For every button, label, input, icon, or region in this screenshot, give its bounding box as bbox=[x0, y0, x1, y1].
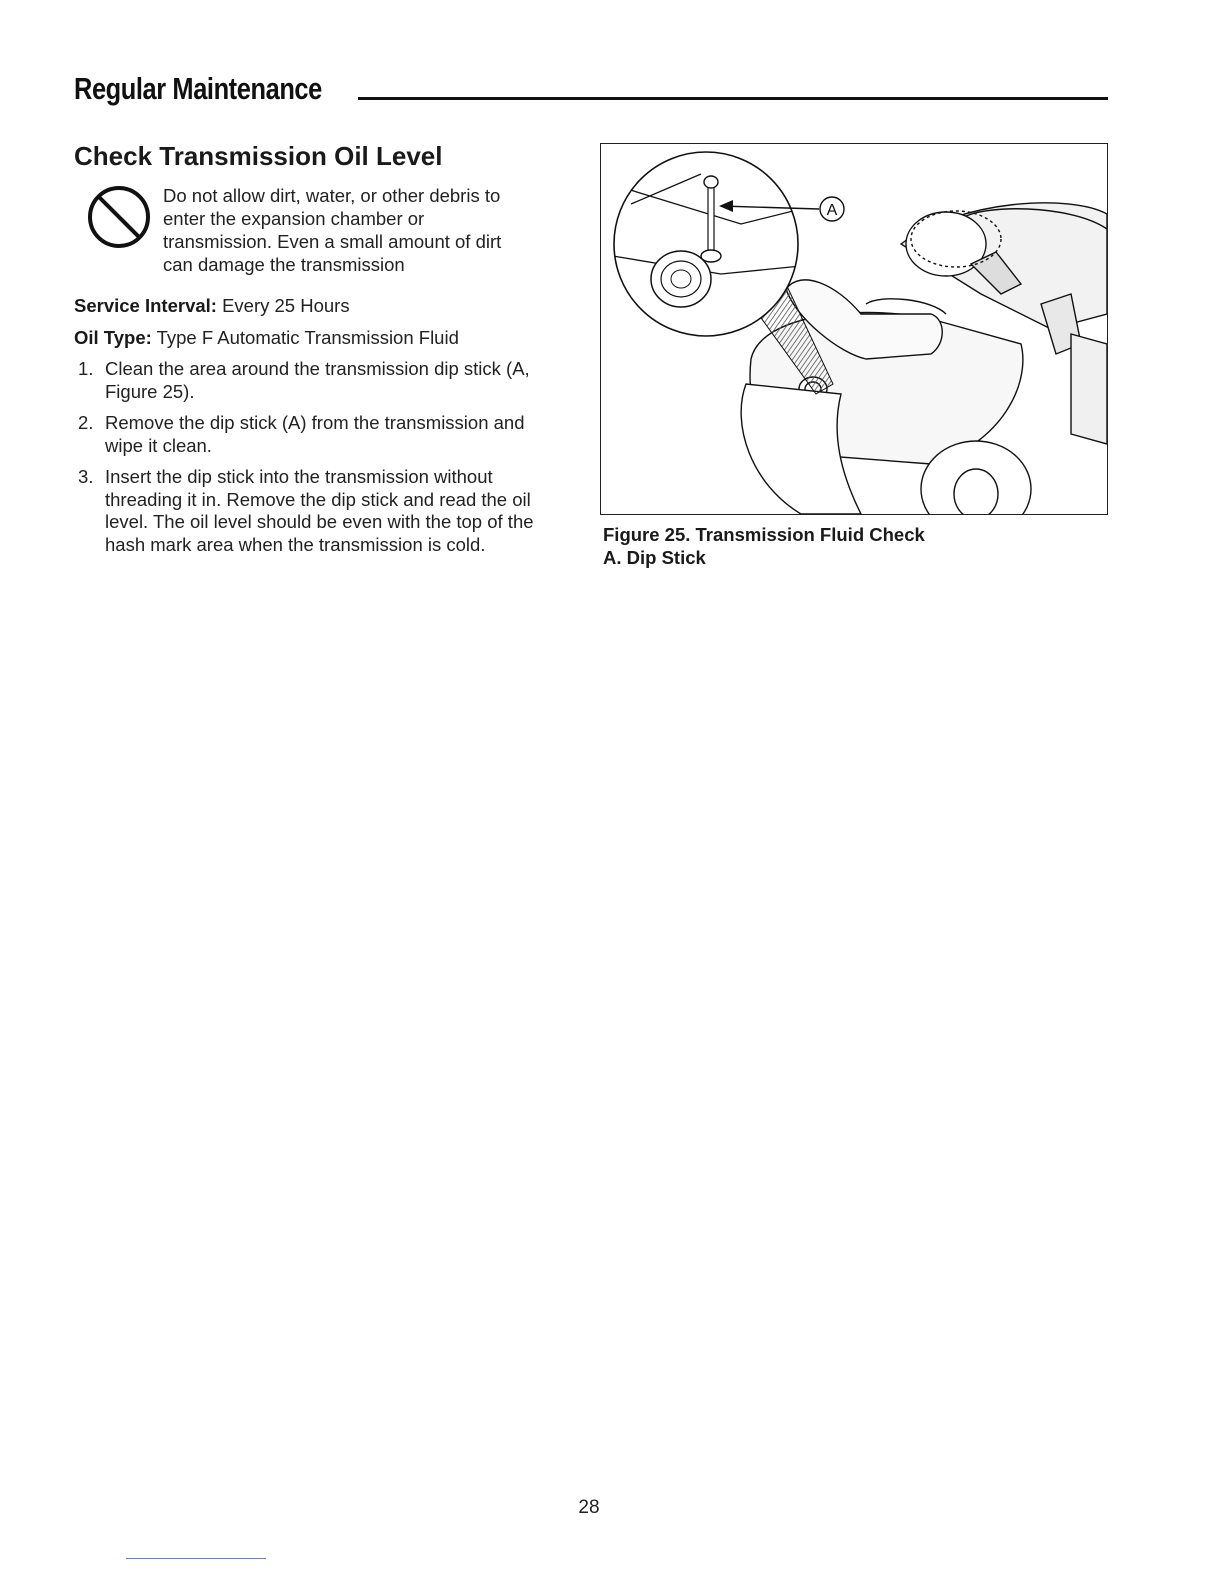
oil-type-label: Oil Type: bbox=[74, 327, 152, 348]
page-number: 28 bbox=[578, 1497, 600, 1518]
figure-caption bbox=[603, 523, 925, 569]
procedure-steps bbox=[74, 358, 574, 565]
section-title: Check Transmission Oil Level bbox=[74, 141, 443, 171]
step-line: Insert the dip stick into the transmission without bbox=[105, 466, 493, 487]
header-title: Regular Maintenance bbox=[74, 71, 322, 106]
service-interval-label: Service Interval: bbox=[74, 295, 217, 316]
warning-line: Do not allow dirt, water, or other debris to bbox=[163, 185, 501, 206]
warning-line: can damage the transmission bbox=[163, 254, 405, 275]
step-line: Remove the dip stick (A) from the transmission and bbox=[105, 412, 525, 433]
step-3 bbox=[74, 466, 574, 556]
prohibition-icon bbox=[86, 184, 152, 250]
oil-type-value: Type F Automatic Transmission Fluid bbox=[156, 327, 459, 348]
callout-a-label: A bbox=[826, 202, 838, 219]
step-line: Clean the area around the transmission dip stick (A, bbox=[105, 358, 530, 379]
step-number: 3. bbox=[78, 466, 94, 487]
step-number: 2. bbox=[78, 412, 94, 433]
step-line: Figure 25). bbox=[105, 380, 195, 402]
warning-line: transmission. Even a small amount of dirt bbox=[163, 231, 502, 252]
figure-caption-title: Figure 25. Transmission Fluid Check bbox=[603, 524, 925, 545]
step-line: threading it in. Remove the dip stick and read the oil bbox=[105, 488, 531, 510]
step-2 bbox=[74, 412, 574, 457]
step-line: hash mark area when the transmission is cold. bbox=[105, 533, 486, 555]
step-line: level. The oil level should be even with the top of the bbox=[105, 511, 534, 532]
header-rule bbox=[358, 97, 1108, 100]
service-interval-value: Every 25 Hours bbox=[222, 295, 350, 316]
figure-caption-item: A. Dip Stick bbox=[603, 547, 706, 568]
page-header bbox=[74, 70, 1108, 104]
mower-illustration bbox=[601, 144, 1107, 514]
figure-25-illustration bbox=[600, 143, 1108, 515]
service-interval bbox=[74, 295, 350, 317]
footer-rule bbox=[126, 1558, 266, 1559]
step-1 bbox=[74, 358, 574, 403]
oil-type bbox=[74, 327, 459, 349]
step-number: 1. bbox=[78, 358, 94, 379]
warning-text bbox=[163, 184, 563, 276]
step-line: wipe it clean. bbox=[105, 434, 212, 456]
warning-line: enter the expansion chamber or bbox=[163, 208, 425, 229]
